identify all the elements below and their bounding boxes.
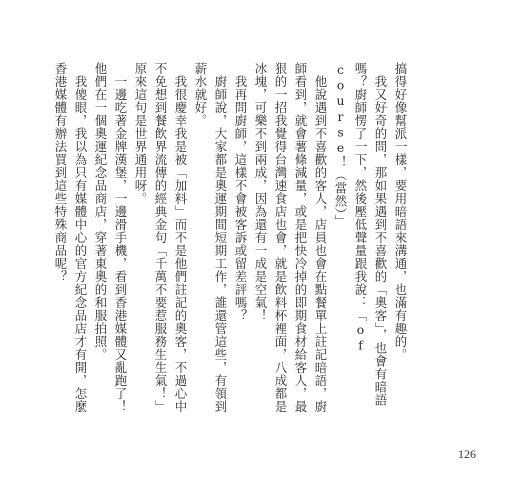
paragraph: 搞得好像幫派一樣，要用暗語來溝通，也滿有趣的。 (393, 62, 408, 361)
paragraph: 我傻眼，我以為只有媒體中心的官方紀念品店才有開，怎麼香港媒體有辦法買到這些特殊商品呢？ (53, 62, 88, 413)
paragraph: 一邊吃著金牌漢堡，一邊滑手機，看到香港媒體又亂跑了！他們在一個奧運紀念品商店，穿著東奧的和服拍照。 (93, 62, 128, 413)
paragraph: 我又好奇的問，那如果遇到不喜歡的「奧客」，也會有暗語嗎？廚師愣了一下，然後壓低聲量跟我說：「of course！（當然）」 (333, 62, 388, 407)
page-number: 126 (458, 447, 476, 461)
paragraph: 我再問廚師，這樣不會被客訴或留差評嗎？ (233, 62, 248, 322)
vertical-text-body (50, 62, 410, 422)
paragraph: 我很慶幸我是被「加料」而不是他們註記的奧客，不過心中不免想到餐飲界流傳的經典金句「千萬不要惹服務生生氣！」原來這句是世界通用呀。 (133, 62, 188, 413)
paragraph: 廚師說，大家都是奧運期間短期工作，誰還管這些，有領到薪水就好。 (193, 62, 228, 413)
paragraph: 他說遇到不喜歡的客人，店員也會在點餐單上註記暗語，廚師看到，就會薯條減量，或是把快冷掉的即期食材給客人，最狠的一招我覺得台灣速食店也會，就是飲料杯裡面，八成都是冰塊，可樂不到兩成，因為還有一成是空氣！ (253, 62, 328, 413)
